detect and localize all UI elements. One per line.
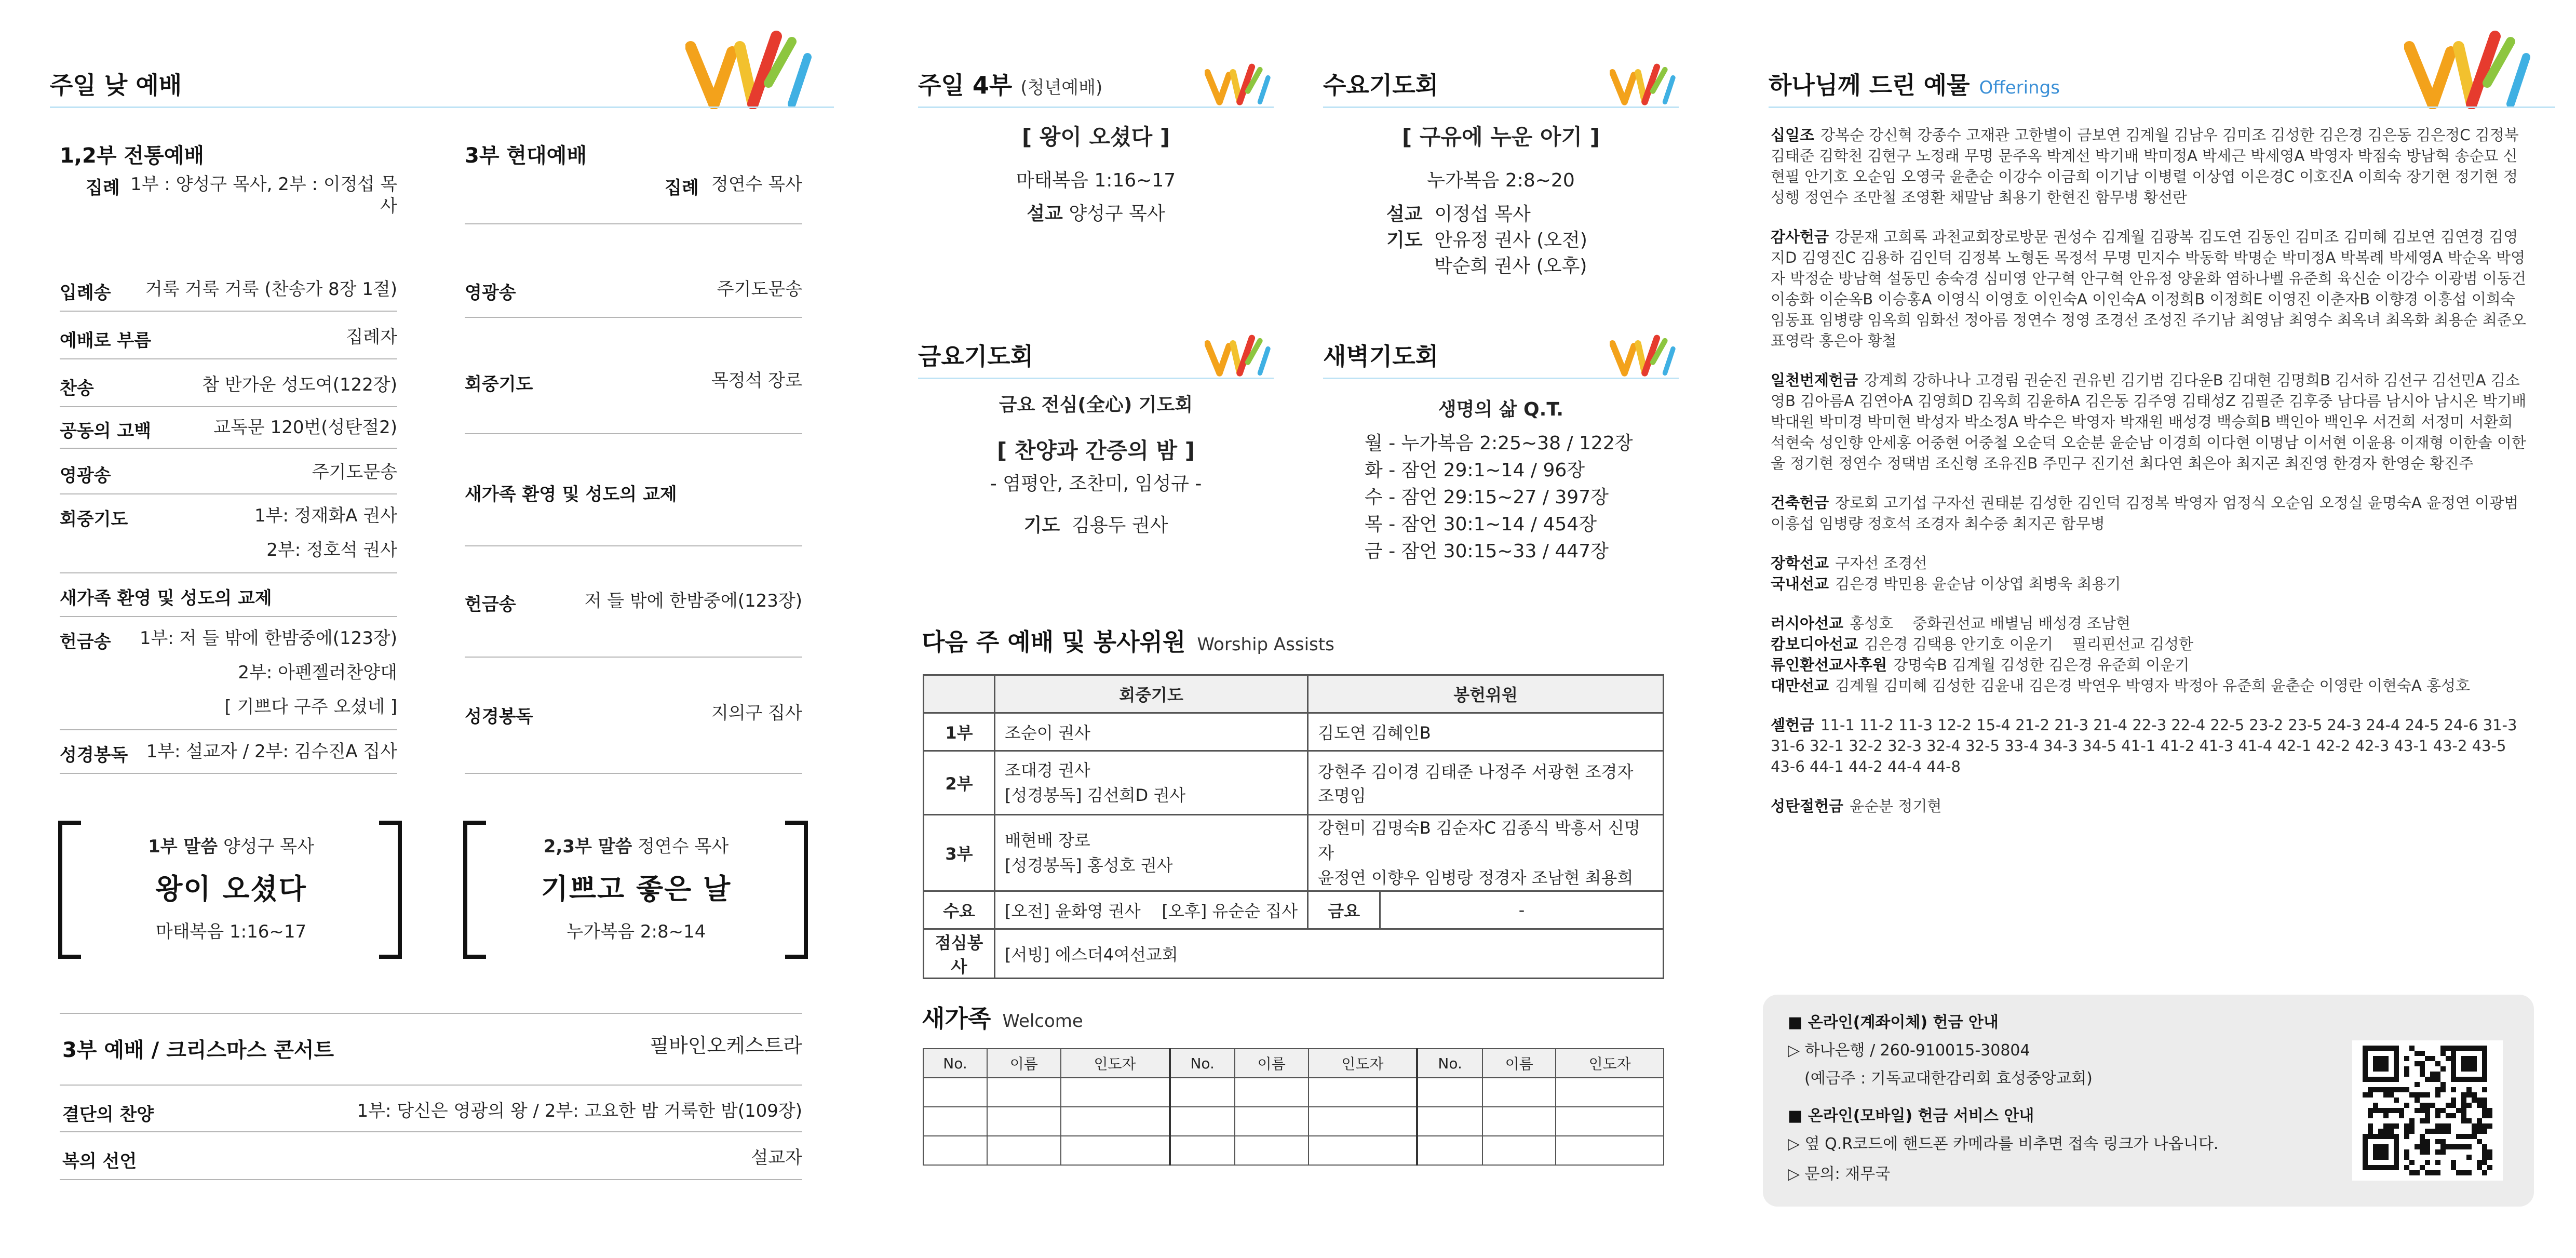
presider-label: 집례	[86, 178, 120, 198]
dawn-day: 수 - 잠언 29:15~27 / 397장	[1365, 487, 1609, 508]
qr-code-icon[interactable]	[2352, 1040, 2503, 1181]
order-value: 1부: 당신은 영광의 왕 / 2부: 고요한 밤 거룩한 밤(109장)	[357, 1101, 802, 1121]
wednesday-prayer-title: 수요기도회	[1323, 71, 1439, 99]
contemporary-service-heading: 3부 현대예배	[465, 144, 587, 168]
sermon-box-1	[83, 832, 379, 943]
dawn-day: 화 - 잠언 29:1~14 / 96장	[1365, 460, 1585, 481]
order-value: 교독문 120번(성탄절2)	[213, 417, 397, 438]
traditional-service-heading: 1,2부 전통예배	[60, 144, 204, 168]
presider-value: 1부 : 양성구 목사, 2부 : 이정섭 목사	[130, 174, 397, 217]
online-transfer-title: ■ 온라인(계좌이체) 헌금 안내	[1788, 1013, 1999, 1032]
colorful-stroke-logo-icon	[1205, 331, 1275, 378]
list-item: 러시아선교 홍성호 중화권선교 배별님 배성경 조남현	[1771, 614, 2130, 632]
order-label: 입례송	[60, 283, 111, 303]
colorful-stroke-logo-icon	[1610, 60, 1680, 106]
colorful-stroke-logo-icon	[685, 26, 820, 109]
assists-table	[923, 674, 1664, 979]
youth-service-title: 주일 4부 (청년예배)	[918, 71, 1103, 99]
dawn-subtitle: 생명의 삶 Q.T.	[1438, 399, 1564, 420]
order-label: 헌금송	[60, 632, 111, 652]
online-mobile-title: ■ 온라인(모바일) 헌금 서비스 안내	[1788, 1107, 2034, 1125]
sermon-scripture: 마태복음 1:16~17	[155, 921, 307, 942]
list-item: 국내선교 김은경 박민용 윤순남 이상엽 최병욱 최용기	[1771, 575, 2121, 593]
friday-line3: - 염평안, 조찬미, 임성규 -	[990, 473, 1202, 494]
contact-info: ▷ 문의: 재무국	[1788, 1165, 1891, 1183]
table-row	[923, 1078, 1664, 1107]
concert-performer: 필바인오케스트라	[650, 1034, 802, 1057]
youth-scripture: 마태복음 1:16~17	[1016, 170, 1176, 191]
list-item: 감사헌금 강문재 고희록 과천교회장로방문 권성수 김계월 김광복 김도연 김동인 김미조 김미혜 김보연 김연경 김영지D 김영진C 김용하 김인덕 김정복 노형돈 목정석 무명 민지수 박동학 박명순 박미정A 박복례 박세영A 박순옥 박영자 박정순 방남혁 설동민 송숙경 심미영 안구혁 안구혁 안유정 양윤화 염하나벨 유준희 육신순 이강수 이광범 이동건 이송화 이순옥B 이승홍A 이영식 이영호 이인숙A 이인숙A 이정희B 이정희E 이영진 이춘자B 이향경 이흥섭 이희숙 임동표 임병량 임옥희 임화선 정아름 정연수 정영 조경선 조성진 주기남 최영남 최영수 최옥녀 최옥화 최용순 최준오 표영락 홍은아 황철	[1771, 228, 2526, 350]
wednesday-scripture: 누가복음 2:8~20	[1427, 170, 1575, 191]
list-item: 건축헌금 장로회 고기섭 구자선 권태분 김성한 김인덕 김정복 박영자 엄정식 오순임 오정실 윤명숙A 윤정연 이광범 이흥섭 임병량 정호석 조경자 최수중 최지곤 함무병	[1771, 494, 2519, 532]
offerings-title: 하나님께 드린 예물 Offerings	[1769, 71, 2060, 99]
order-label: 결단의 찬양	[62, 1104, 154, 1125]
bank-account: ▷ 하나은행 / 260-910015-30804	[1788, 1041, 2030, 1060]
order-value: 참 반가운 성도여(122장)	[202, 374, 397, 395]
order-label: 성경봉독	[60, 745, 128, 766]
table-row: 2부 조대경 권사 [성경봉독] 김선희D 권사 강현주 김이경 김태준 나정주 서광현 조경자 조명임	[924, 751, 1664, 815]
list-item: 일천번제헌금 강계희 강하나나 고경림 권순진 권유빈 김기범 김다운B 김대현 김명희B 김서하 김선구 김선민A 김소영B 김아름A 김연아A 김영희D 김옥희 김윤하A 김은동 김주영 김태성Z 김필준 김후중 남다름 남시아 남시온 박기배 박대원 박미경 박미현 박성자 박소정A 박수은 박영자 박재원 배성경 백승희B 백인아 백인우 서건희 서정미 서환희 석현숙 성인향 안세홍 어중현 어중철 오순덕 오순분 윤순남 이경희 이다현 이명남 이서현 이윤용 이재형 이한솔 이한울 정기현 정연수 정택범 조신형 조유진B 주민구 진기선 최다연 최은아 최지곤 최진영 한경자 한영순 황진주	[1771, 371, 2527, 472]
list-item: 장학선교 구자선 조경선	[1771, 554, 1927, 572]
presider-label: 집례	[665, 178, 699, 198]
table-row	[923, 1107, 1664, 1136]
list-item: 셀헌금 11-1 11-2 11-3 12-2 15-4 21-2 21-3 21-4 22-3 22-4 22-5 23-2 23-5 24-3 24-4 24-5 24-6 31-3 31-6 32-1 32-2 32-3 32-4 32-5 33-4 34-3 34-5 41-1 41-2 41-3 41-4 42-1 42-2 42-3 43-1 43-2 43-5 43-6 44-1 44-2 44-4 44-8	[1771, 716, 2517, 775]
order-label: 공동의 고백	[60, 421, 152, 441]
sermon-scripture: 누가복음 2:8~14	[566, 921, 706, 942]
sermon-preacher: 양성구 목사	[223, 836, 314, 857]
welcome-title: 새가족 Welcome	[922, 1005, 1083, 1033]
table-row	[923, 1136, 1664, 1165]
wednesday-sermon-title: [ 구유에 누운 아기 ]	[1402, 124, 1600, 150]
sermon-label: 1부 말씀	[148, 836, 218, 857]
concert-title: 3부 예배 / 크리스마스 콘서트	[62, 1038, 334, 1062]
youth-preacher: 양성구 목사	[1069, 203, 1165, 224]
list-item: 성탄절헌금 윤순분 정기현	[1771, 797, 1942, 815]
order-value: 주기도문송	[717, 279, 802, 300]
colorful-stroke-logo-icon	[2404, 26, 2539, 109]
sermon-box-2	[488, 832, 784, 943]
dawn-day: 목 - 잠언 30:1~14 / 454장	[1365, 514, 1597, 535]
order-label: 영광송	[60, 465, 111, 486]
order-value: 설교자	[751, 1147, 802, 1168]
youth-sermon-title: [ 왕이 오셨다 ]	[1021, 124, 1170, 150]
friday-prayer-title: 금요기도회	[918, 342, 1034, 370]
list-item: 캄보디아선교 김은경 김택용 안기호 이운기 필리핀선교 김성한	[1771, 635, 2194, 653]
order-label: 예배로 부름	[60, 330, 152, 351]
online-giving-box	[1763, 995, 2534, 1207]
sermon-title: 기쁘고 좋은 날	[541, 873, 732, 905]
list-item: 류인환선교사후원 강명숙B 김계월 김성한 김은경 유준희 이운기	[1771, 656, 2190, 674]
friday-line2: [ 찬양과 간증의 밤 ]	[997, 438, 1195, 463]
table-row: 점심봉사 [서빙] 에스더4여선교회	[924, 929, 1664, 979]
page-title: 주일 낮 예배	[50, 71, 182, 99]
order-label: 성경봉독	[465, 706, 533, 727]
order-value: 집례자	[346, 327, 397, 347]
order-value: 주기도문송	[312, 462, 397, 483]
order-label: 복의 선언	[62, 1151, 137, 1172]
wednesday-leaders: 설교 이정섭 목사 기도 안유정 권사 (오전) 박순희 권사 (오후)	[1386, 204, 1587, 277]
account-holder: (예금주 : 기독교대한감리회 효성중앙교회)	[1804, 1069, 2093, 1088]
worship-assists-title: 다음 주 예배 및 봉사위원 Worship Assists	[922, 628, 1334, 656]
offerings-list	[1771, 125, 2529, 835]
order-label: 새가족 환영 및 성도의 교제	[465, 484, 677, 505]
order-label: 찬송	[60, 378, 94, 399]
dawn-day: 금 - 잠언 30:15~33 / 447장	[1365, 541, 1609, 562]
friday-line1: 금요 전심(全心) 기도회	[999, 394, 1193, 416]
table-row: 3부 배현배 장로 [성경봉독] 홍성호 권사 강현미 김명숙B 김순자C 김종식 박흥서 신명자 윤정연 이향우 임병랑 정경자 조남현 최용희	[924, 815, 1664, 891]
order-label: 회중기도	[465, 374, 533, 395]
order-label: 영광송	[465, 283, 516, 303]
order-value: 거룩 거룩 거룩 (찬송가 8장 1절)	[145, 279, 397, 300]
list-item: 대만선교 김계월 김미혜 김성한 김윤내 김은경 박연우 박영자 박정아 유준희 윤춘순 이영란 이현숙A 홍성호	[1771, 677, 2471, 694]
friday-prayer: 김용두 권사	[1072, 515, 1168, 536]
assists-col-part	[924, 675, 995, 713]
list-item: 십일조 강복순 강신혁 강종수 고재관 고한별이 금보연 김계월 김남우 김미조 김성한 김은경 김은동 김은정C 김정북 김태준 김학천 김현구 노정래 무명 문주옥 박계선 박기배 박미정A 박세근 박세영A 박영자 박점숙 방남혁 송순묘 신현필 안기호 오순임 오영국 윤춘순 이강수 이금희 이기남 이병렬 이상엽 이은경C 이호진A 이희숙 장기현 정기현 정성행 정연수 조만철 조영환 채말남 최용기 한현진 함무병 황선란	[1771, 126, 2519, 206]
dawn-day: 월 - 누가복음 2:25~38 / 122장	[1365, 433, 1633, 454]
welcome-table: No. 이름 인도자 No. 이름 인도자 No. 이름 인도자	[923, 1048, 1664, 1166]
table-row: 수요 [오전] 윤화영 권사 [오후] 유순순 집사 금요 -	[924, 891, 1664, 929]
qr-note: ▷ 옆 Q.R코드에 핸드폰 카메라를 비추면 접속 링크가 나옵니다.	[1788, 1135, 2219, 1153]
order-label: 회중기도	[60, 509, 128, 530]
dawn-prayer-title: 새벽기도회	[1323, 342, 1439, 370]
sermon-label: 2,3부 말씀	[543, 836, 632, 857]
sermon-title: 왕이 오셨다	[155, 873, 307, 905]
order-label: 헌금송	[465, 594, 516, 615]
assists-col-prayer: 회중기도	[995, 675, 1308, 713]
order-value: 지의구 집사	[711, 703, 802, 724]
presider-value: 정연수 목사	[711, 174, 802, 195]
colorful-stroke-logo-icon	[1610, 331, 1680, 378]
order-value: 목정석 장로	[711, 370, 802, 391]
order-value: 저 들 밖에 한밤중에(123장)	[584, 591, 802, 611]
order-value: 1부: 설교자 / 2부: 김수진A 집사	[146, 741, 397, 762]
order-value: 1부: 저 들 밖에 한밤중에(123장) 2부: 아펜젤러찬양대 [ 기쁘다 구주 오셨네 ]	[139, 628, 397, 717]
dawn-schedule	[1365, 430, 1633, 565]
colorful-stroke-logo-icon	[1205, 60, 1275, 106]
sermon-preacher: 정연수 목사	[638, 836, 729, 857]
table-row: 1부 조순이 권사 김도연 김혜인B	[924, 713, 1664, 751]
assists-col-service: 봉헌위원	[1308, 675, 1664, 713]
order-value: 1부: 정재화A 권사 2부: 정호석 권사	[254, 505, 397, 560]
order-label: 새가족 환영 및 성도의 교제	[60, 588, 272, 609]
